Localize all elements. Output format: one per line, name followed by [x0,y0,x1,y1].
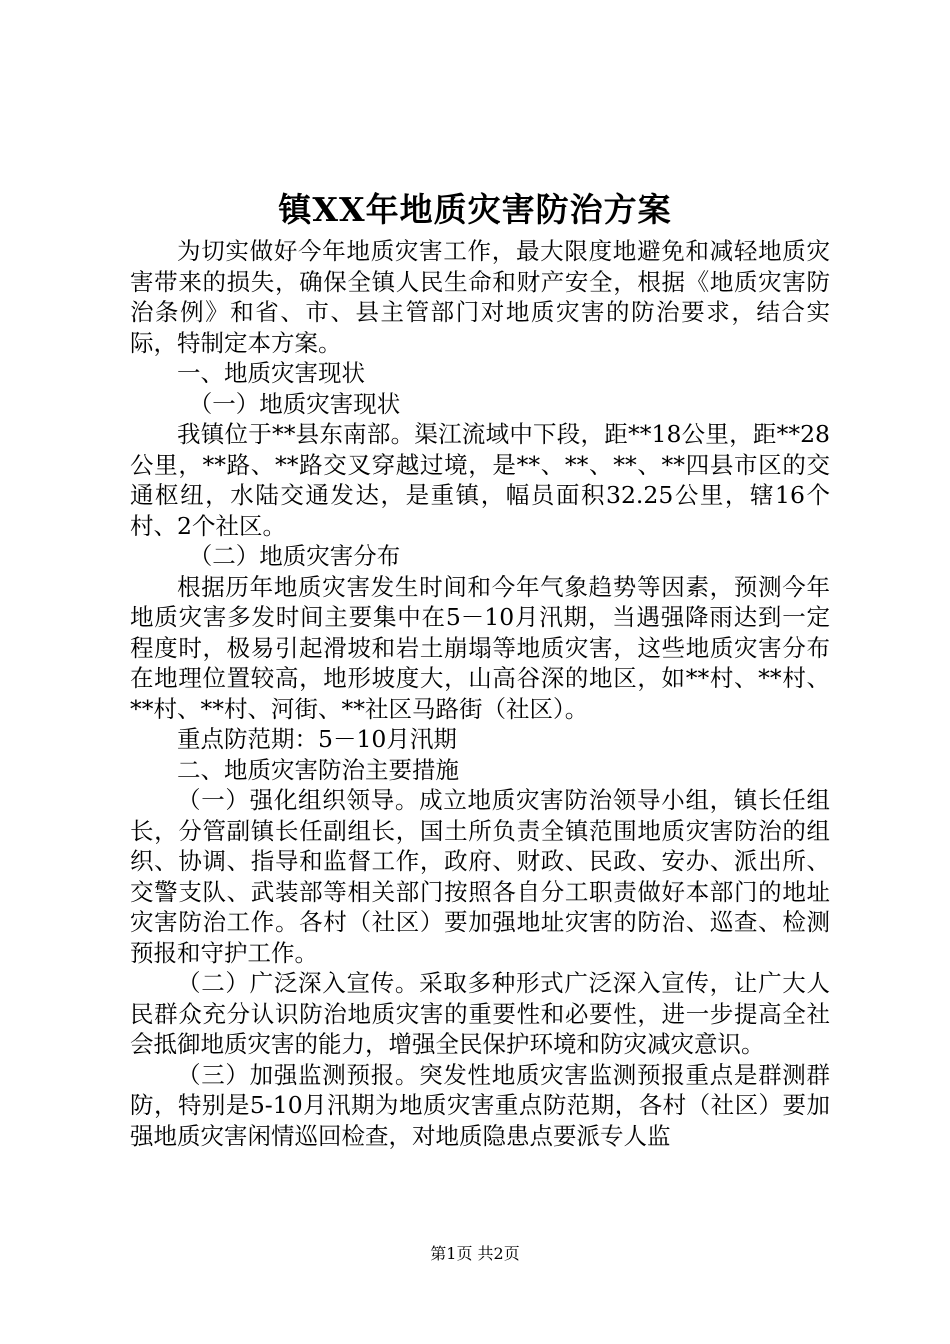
body-paragraph: 重点防范期：5－10月汛期 [177,725,457,753]
body-paragraph: 我镇位于**县东南部。渠江流域中下段，距**18公里，距**28公里，**路、**路交叉穿越过境，是**、**、**、**四县市区的交通枢纽，水陆交通发达，是重镇，幅员面积32.25公里，辖16个村、2个社区。 [130,420,830,540]
body-paragraph: （二）广泛深入宣传。采取多种形式广泛深入宣传，让广大人民群众充分认识防治地质灾害的重要性和必要性，进一步提高全社会抵御地质灾害的能力，增强全民保护环境和防灾减灾意识。 [130,969,830,1058]
body-paragraph: （一）强化组织领导。成立地质灾害防治领导小组，镇长任组长，分管副镇长任副组长，国土所负责全镇范围地质灾害防治的组织、协调、指导和监督工作，政府、财政、民政、安办、派出所、交警支队、武装部等相关部门按照各自分工职责做好本部门的地址灾害防治工作。各村（社区）要加强地址灾害的防治、巡查、检测预报和守护工作。 [130,786,830,967]
body-paragraph: （三）加强监测预报。突发性地质灾害监测预报重点是群测群防，特别是5-10月汛期为地质灾害重点防范期，各村（社区）要加强地质灾害闲情巡回检查，对地质隐患点要派专人监 [130,1060,830,1150]
page-number-footer: 第1页 共2页 [430,1244,520,1263]
intro-paragraph: 为切实做好今年地质灾害工作，最大限度地避免和减轻地质灾害带来的损失，确保全镇人民生命和财产安全，根据《地质灾害防治条例》和省、市、县主管部门对地质灾害的防治要求，结合实际，特制定本方案。 [130,237,830,357]
body-paragraph: 根据历年地质灾害发生时间和今年气象趋势等因素，预测今年地质灾害多发时间主要集中在5－10月汛期，当遇强降雨达到一定程度时，极易引起滑坡和岩土崩塌等地质灾害，这些地质灾害分布在地理位置较高，地形坡度大，山高谷深的地区，如**村、**村、**村、**村、河街、**社区马路街（社区）。 [130,572,830,723]
subsection-heading-1-2: （二）地质灾害分布 [188,542,401,570]
document-title: 镇XX年地质灾害防治方案 [278,190,672,229]
subsection-heading-1-1: （一）地质灾害现状 [188,389,401,418]
section-heading-1: 一、地质灾害现状 [177,359,365,387]
section-heading-2: 二、地质灾害防治主要措施 [177,755,459,784]
document-body [130,236,830,1151]
